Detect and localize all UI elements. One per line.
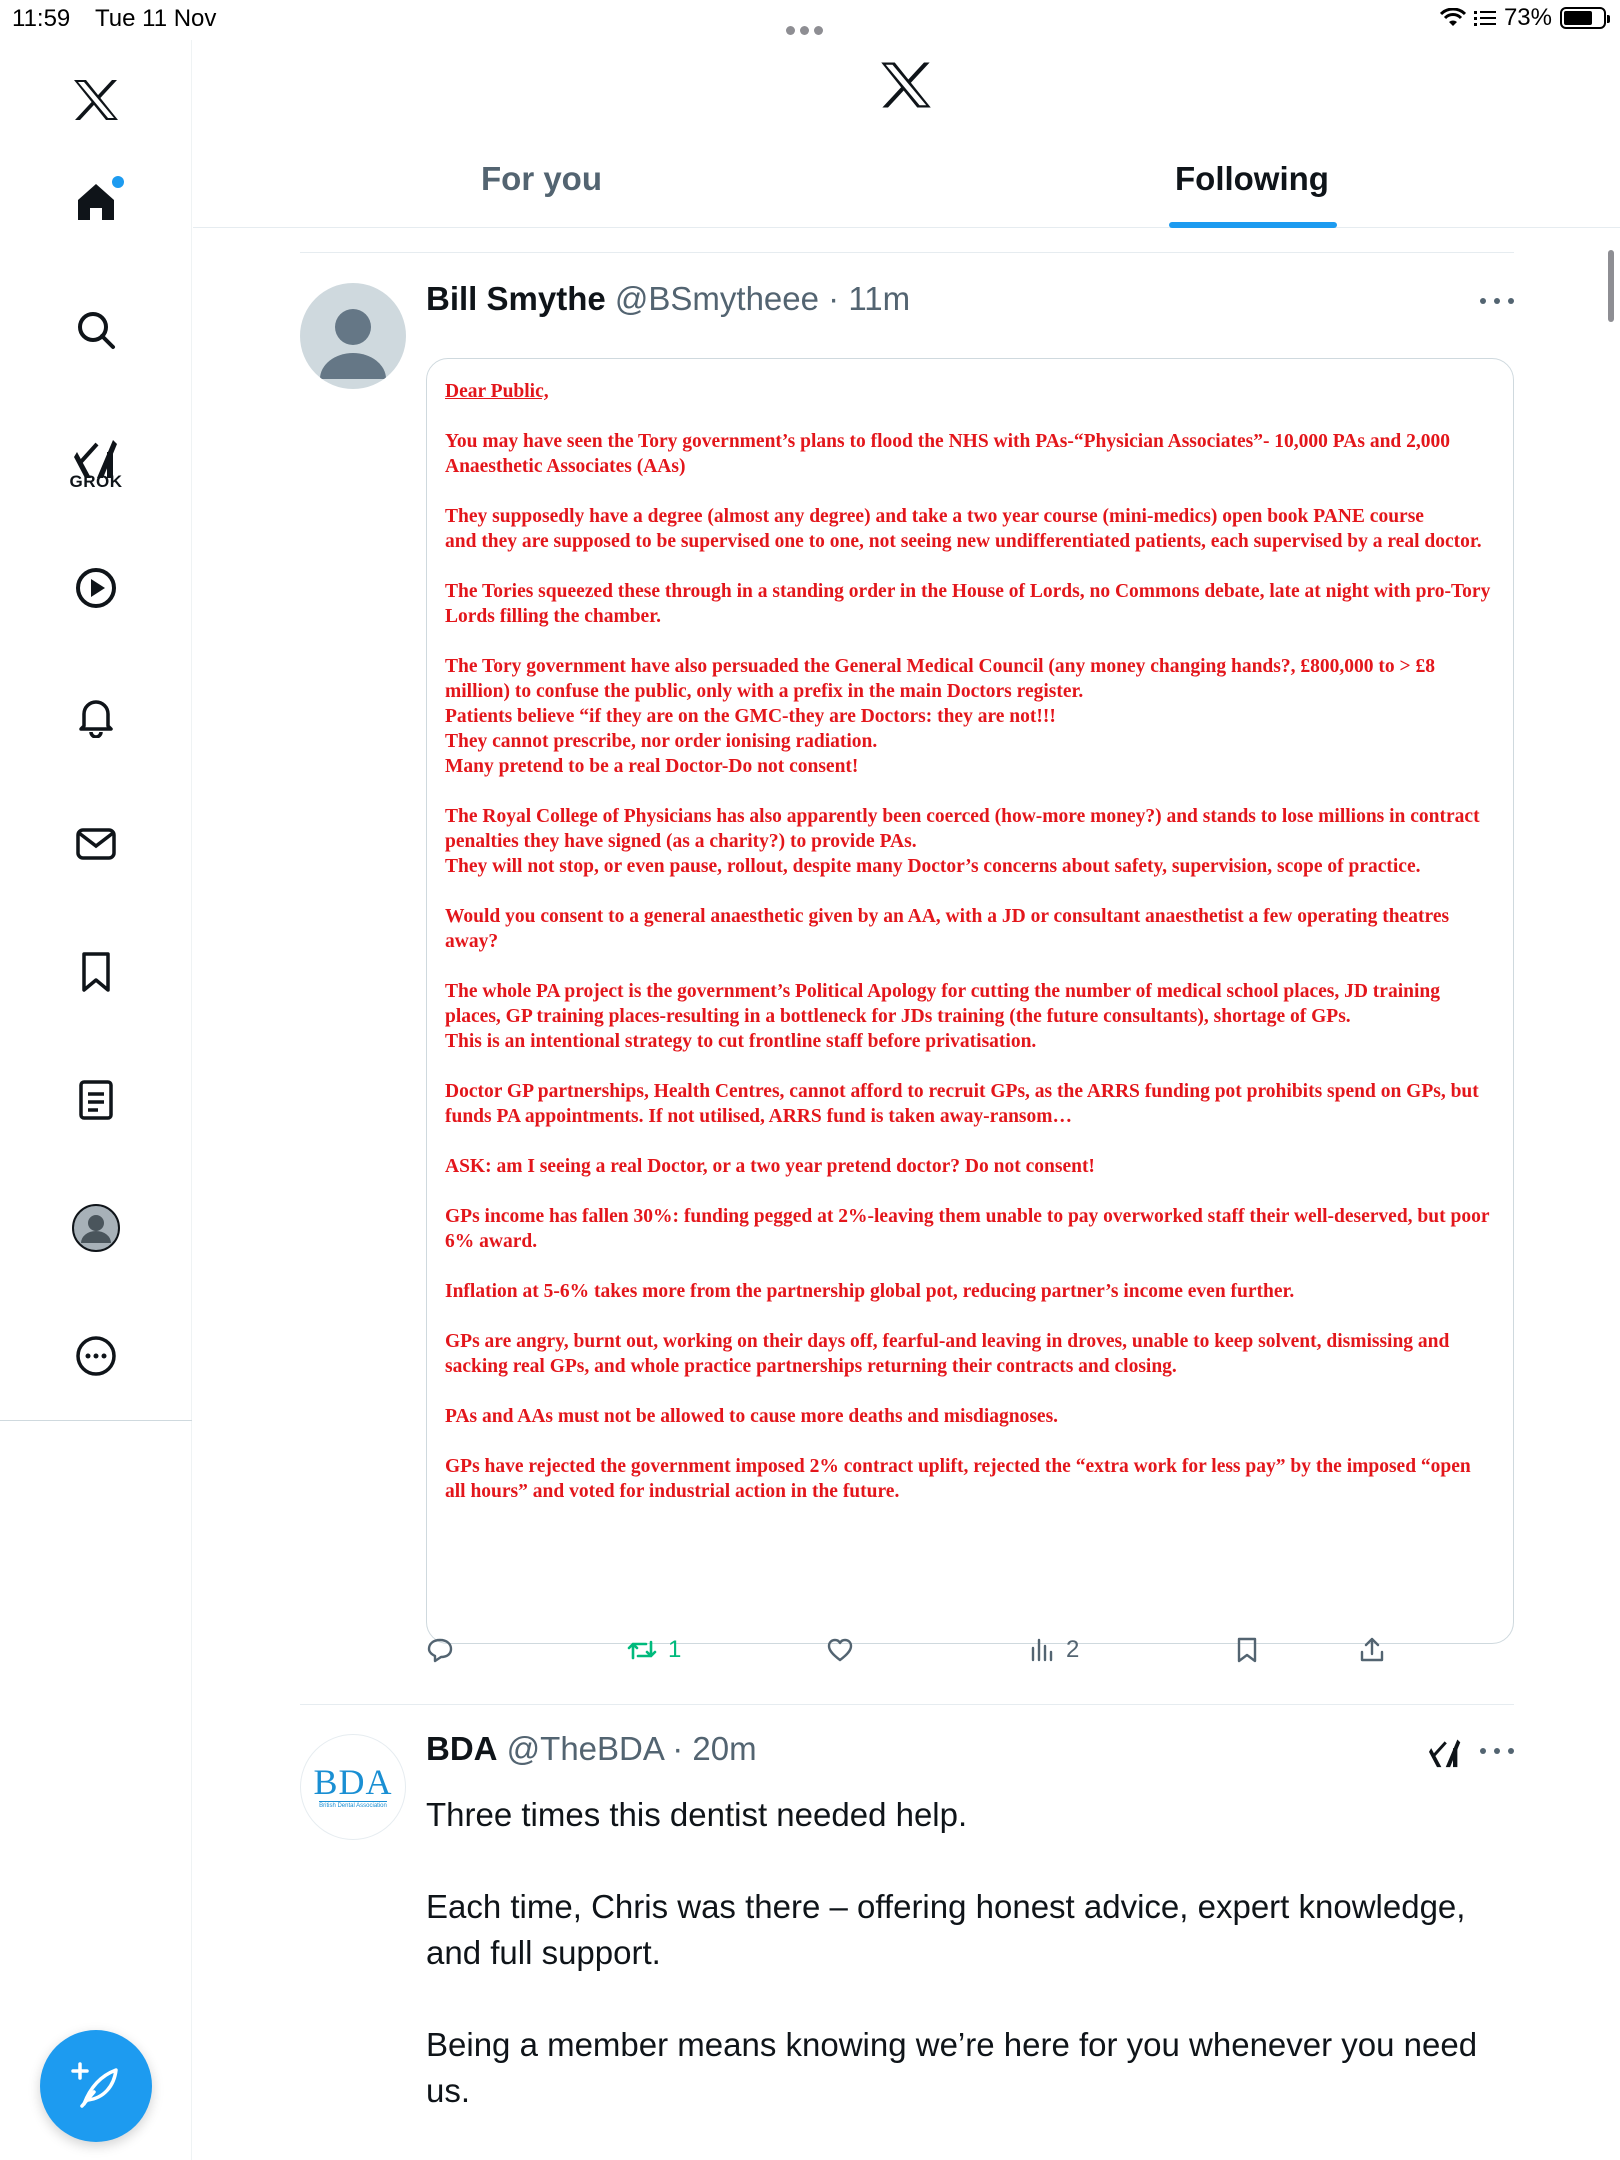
avatar[interactable] [300, 283, 406, 389]
tweet-image[interactable] [426, 358, 1514, 1644]
wifi-icon [1440, 8, 1466, 28]
heart-icon [826, 1636, 854, 1664]
letter-paragraph: PAs and AAs must not be allowed to cause more deaths and misdiagnoses. [445, 1406, 1059, 1427]
tab-for-you-label: For you [481, 160, 602, 197]
letter-paragraph: They supposedly have a degree (almost any degree) and take a two year course (mini-medics) open book PANE course and they are supposed to be supervised one to one, not seeing new undifferentiated patients, each supervised by a real doctor. [445, 506, 1482, 552]
letter-paragraph: The whole PA project is the government’s Political Apology for cutting the number of medical school places, JD training places, GP training places-resulting in a bottleneck for JDs training (the future consultants), shortage of GPs. This is an intentional strategy to cut frontline staff before privatisation. [445, 981, 1440, 1052]
battery-icon [1560, 7, 1606, 29]
grok-explain-icon[interactable] [1428, 1738, 1462, 1775]
tweet-text: Three times this dentist needed help. Each time, Chris was there – offering honest advice, expert knowledge, and full support. Being a member means knowing we’re here for you whenever you need us. [426, 1796, 1478, 2109]
bda-logo-subtext: British Dental Association [319, 1803, 387, 1809]
like-button[interactable] [826, 1636, 864, 1664]
repost-count: 1 [668, 1636, 682, 1663]
reply-icon [426, 1636, 454, 1664]
lists-icon[interactable] [64, 1068, 128, 1132]
author-handle[interactable]: @TheBDA [506, 1730, 664, 1767]
bookmark-icon [1234, 1636, 1260, 1664]
grok-label: GROK [69, 472, 123, 491]
video-icon[interactable] [64, 556, 128, 620]
more-options-icon[interactable] [1480, 296, 1514, 306]
profile-icon[interactable] [64, 1196, 128, 1260]
author-name[interactable]: Bill Smythe [426, 280, 606, 317]
views-button[interactable] [1030, 1636, 1079, 1664]
tweet-time[interactable]: · 20m [672, 1730, 757, 1767]
tab-following-label: Following [1175, 160, 1329, 197]
bookmark-button[interactable] [1234, 1636, 1260, 1664]
reply-button[interactable] [426, 1636, 464, 1664]
views-chart-icon [1030, 1636, 1056, 1664]
letter-paragraph: ASK: am I seeing a real Doctor, or a two year pretend doctor? Do not consent! [445, 1156, 1095, 1177]
tab-for-you[interactable] [481, 160, 602, 228]
multitasking-dots[interactable] [786, 14, 832, 24]
battery-percent: 73% [1503, 4, 1552, 31]
tweet-time[interactable]: · 11m [828, 280, 911, 317]
compose-feather-icon [68, 2058, 124, 2114]
view-count: 2 [1066, 1636, 1080, 1663]
notifications-icon[interactable] [64, 684, 128, 748]
letter-salutation: Dear Public, [445, 381, 549, 402]
bda-logo-text: BDA [313, 1762, 393, 1802]
timeline-header [193, 40, 1620, 228]
repost-button[interactable] [626, 1636, 681, 1664]
share-icon [1358, 1636, 1386, 1664]
bookmarks-icon[interactable] [64, 940, 128, 1004]
compose-post-button[interactable] [40, 2030, 152, 2142]
search-icon[interactable] [64, 298, 128, 362]
timeline-divider [300, 252, 1514, 253]
tweet-actions [426, 1636, 1426, 1676]
tab-following[interactable] [1175, 160, 1329, 228]
status-time: 11:59 [12, 5, 71, 32]
tweet-header [426, 1730, 757, 1768]
letter-paragraph: The Tories squeezed these through in a standing order in the House of Lords, no Commons debate, late at night with pro-Tory Lords filling the chamber. [445, 581, 1491, 627]
status-bar [0, 0, 1620, 40]
tweet-divider [300, 1704, 1514, 1705]
status-date: Tue 11 Nov [95, 5, 217, 32]
messages-icon[interactable] [64, 812, 128, 876]
letter-paragraph: Would you consent to a general anaesthetic given by an AA, with a JD or consultant anaesthetist a few operating theatres away? [445, 906, 1450, 952]
grok-nav[interactable] [64, 428, 128, 492]
active-tab-indicator [1169, 222, 1337, 228]
sidebar-nav [0, 40, 192, 2160]
more-icon[interactable] [64, 1324, 128, 1388]
letter-paragraph: GPs income has fallen 30%: funding pegged at 2%-leaving them unable to pay overworked staff their well-deserved, but poor 6% award. [445, 1206, 1490, 1252]
letter-paragraph: GPs are angry, burnt out, working on their days off, fearful-and leaving in droves, unable to keep solvent, dismissing and sacking real GPs, and whole practice partnerships returning their contracts and closing. [445, 1331, 1450, 1377]
focus-list-icon [1474, 9, 1496, 27]
author-handle[interactable]: @BSmytheee [614, 280, 819, 317]
x-logo-icon[interactable] [64, 68, 128, 132]
letter-paragraph: The Tory government have also persuaded the General Medical Council (any money changing hands?, £800,000 to > £8 million) to confuse the public, only with a prefix in the main Doctors register. Patients believe “if they are on the GMC-they are Doctors: they are not!!! They cannot prescribe, nor order ionising radiation. Many pretend to be a real Doctor-Do not consent! [445, 656, 1435, 777]
letter-paragraph: The Royal College of Physicians has also apparently been coerced (how-more money?) and stands to lose millions in contract penalties they have signed (as a charity?) to provide PAs. They will not stop, or even pause, rollout, despite many Doctor’s concerns about safety, supervision, scope of practice. [445, 806, 1480, 877]
scrollbar[interactable] [1608, 250, 1614, 322]
letter-paragraph: Doctor GP partnerships, Health Centres, cannot afford to recruit GPs, as the ARRS funding pot prohibits spend on GPs, but funds PA appointments. If not utilised, ARRS fund is taken away-ransom… [445, 1081, 1479, 1127]
tweet-header [426, 280, 910, 318]
author-name[interactable]: BDA [426, 1730, 498, 1767]
letter-paragraph: You may have seen the Tory government’s plans to flood the NHS with PAs-“Physician Associates”- 10,000 PAs and 2,000 Anaesthetic Associates (AAs) [445, 431, 1451, 477]
share-button[interactable] [1358, 1636, 1386, 1664]
more-options-icon[interactable] [1480, 1746, 1514, 1756]
avatar[interactable] [300, 1734, 406, 1840]
letter-paragraph: GPs have rejected the government imposed 2% contract uplift, rejected the “extra work for less pay” by the imposed “open all hours” and voted for industrial action in the future. [445, 1456, 1471, 1502]
sidebar-divider [0, 1420, 192, 1421]
notification-dot [112, 176, 124, 188]
letter-paragraph: Inflation at 5-6% takes more from the partnership global pot, reducing partner’s income even further. [445, 1281, 1295, 1302]
repost-icon [626, 1636, 658, 1664]
x-header-logo-icon [879, 60, 933, 115]
home-icon[interactable] [64, 170, 128, 234]
